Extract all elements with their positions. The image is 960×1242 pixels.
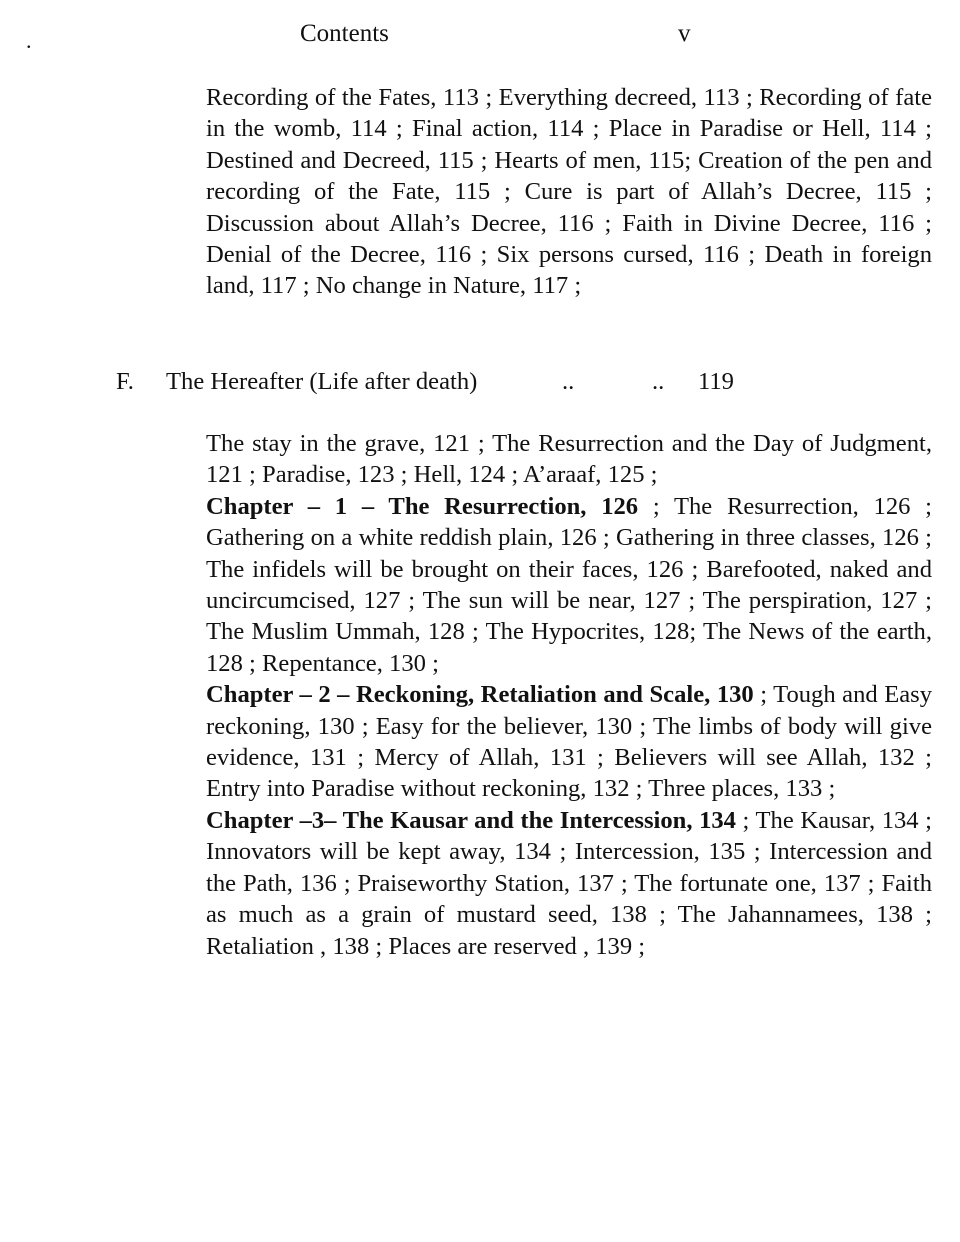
running-header-title: Contents — [300, 20, 389, 47]
contents-entry-hereafter — [206, 428, 932, 962]
page-numeral: v — [678, 20, 691, 47]
contents-entry-fates: Recording of the Fates, 113 ; Everything decreed, 113 ; Recording of fate in the womb, 114 ; Final action, 114 ; Place in Paradise or Hell, 114 ; Destined and Decreed, 115 ; Hearts of men, 115; Creation of the pen and recording of the Fate, 115 ; Cure is part of Allah’s Decree, 115 ; Discussion about Allah’s Decree, 116 ; Faith in Divine Decree, 116 ; Denial of the Decree, 116 ; Six persons cursed, 116 ; Death in foreign land, 117 ; No change in Nature, 117 ; — [206, 84, 932, 300]
chapter-3-entries: ; The Kausar, 134 ; Innovators will be kept away, 134 ; Intercession, 135 ; Intercession and the Path, 136 ; Praiseworthy Station, 137 ; The fortunate one, 137 ; Faith as much as a grain of mustard seed, 138 ; The Jahannamees, 138 ; Retaliation , 138 ; Places are reserved , 139 ; — [206, 806, 933, 960]
section-title: The Hereafter (Life after death) — [166, 368, 478, 395]
chapter-3-heading: Chapter –3– The Kausar and the Intercession, 134 — [206, 806, 736, 834]
section-letter: F. — [116, 368, 134, 395]
chapter-2-heading: Chapter – 2 – Reckoning, Retaliation and Scale, 130 — [206, 681, 754, 709]
leader-dots: .. — [562, 368, 575, 395]
leader-dots: .. — [652, 368, 665, 395]
section-page-number: 119 — [698, 368, 734, 395]
stray-dot: . — [26, 28, 32, 53]
chapter-1-heading: Chapter – 1 – The Resurrection, 126 — [206, 492, 639, 520]
chapter-2-entries: ; Tough and Easy reckoning, 130 ; Easy for the believer, 130 ; The limbs of body will give evidence, 131 ; Mercy of Allah, 131 ; Believers will see Allah, 132 ; Entry into Paradise without reckoning, 132 ; Three places, 133 ; — [206, 681, 932, 803]
chapter-1-entries: ; The Resurrection, 126 ; Gathering on a white reddish plain, 126 ; Gathering in three classes, 126 ; The infidels will be brought on their faces, 126 ; Barefooted, naked and uncircumcised, 127 ; The sun will be near, 127 ; The perspiration, 127 ; The Muslim Ummah, 128 ; The Hypocrites, 128; The News of the earth, 128 ; Repentance, 130 ; — [206, 492, 932, 677]
hereafter-intro: The stay in the grave, 121 ; The Resurrection and the Day of Judgment, 121 ; Paradise, 123 ; Hell, 124 ; A’araaf, 125 ; — [206, 430, 932, 489]
